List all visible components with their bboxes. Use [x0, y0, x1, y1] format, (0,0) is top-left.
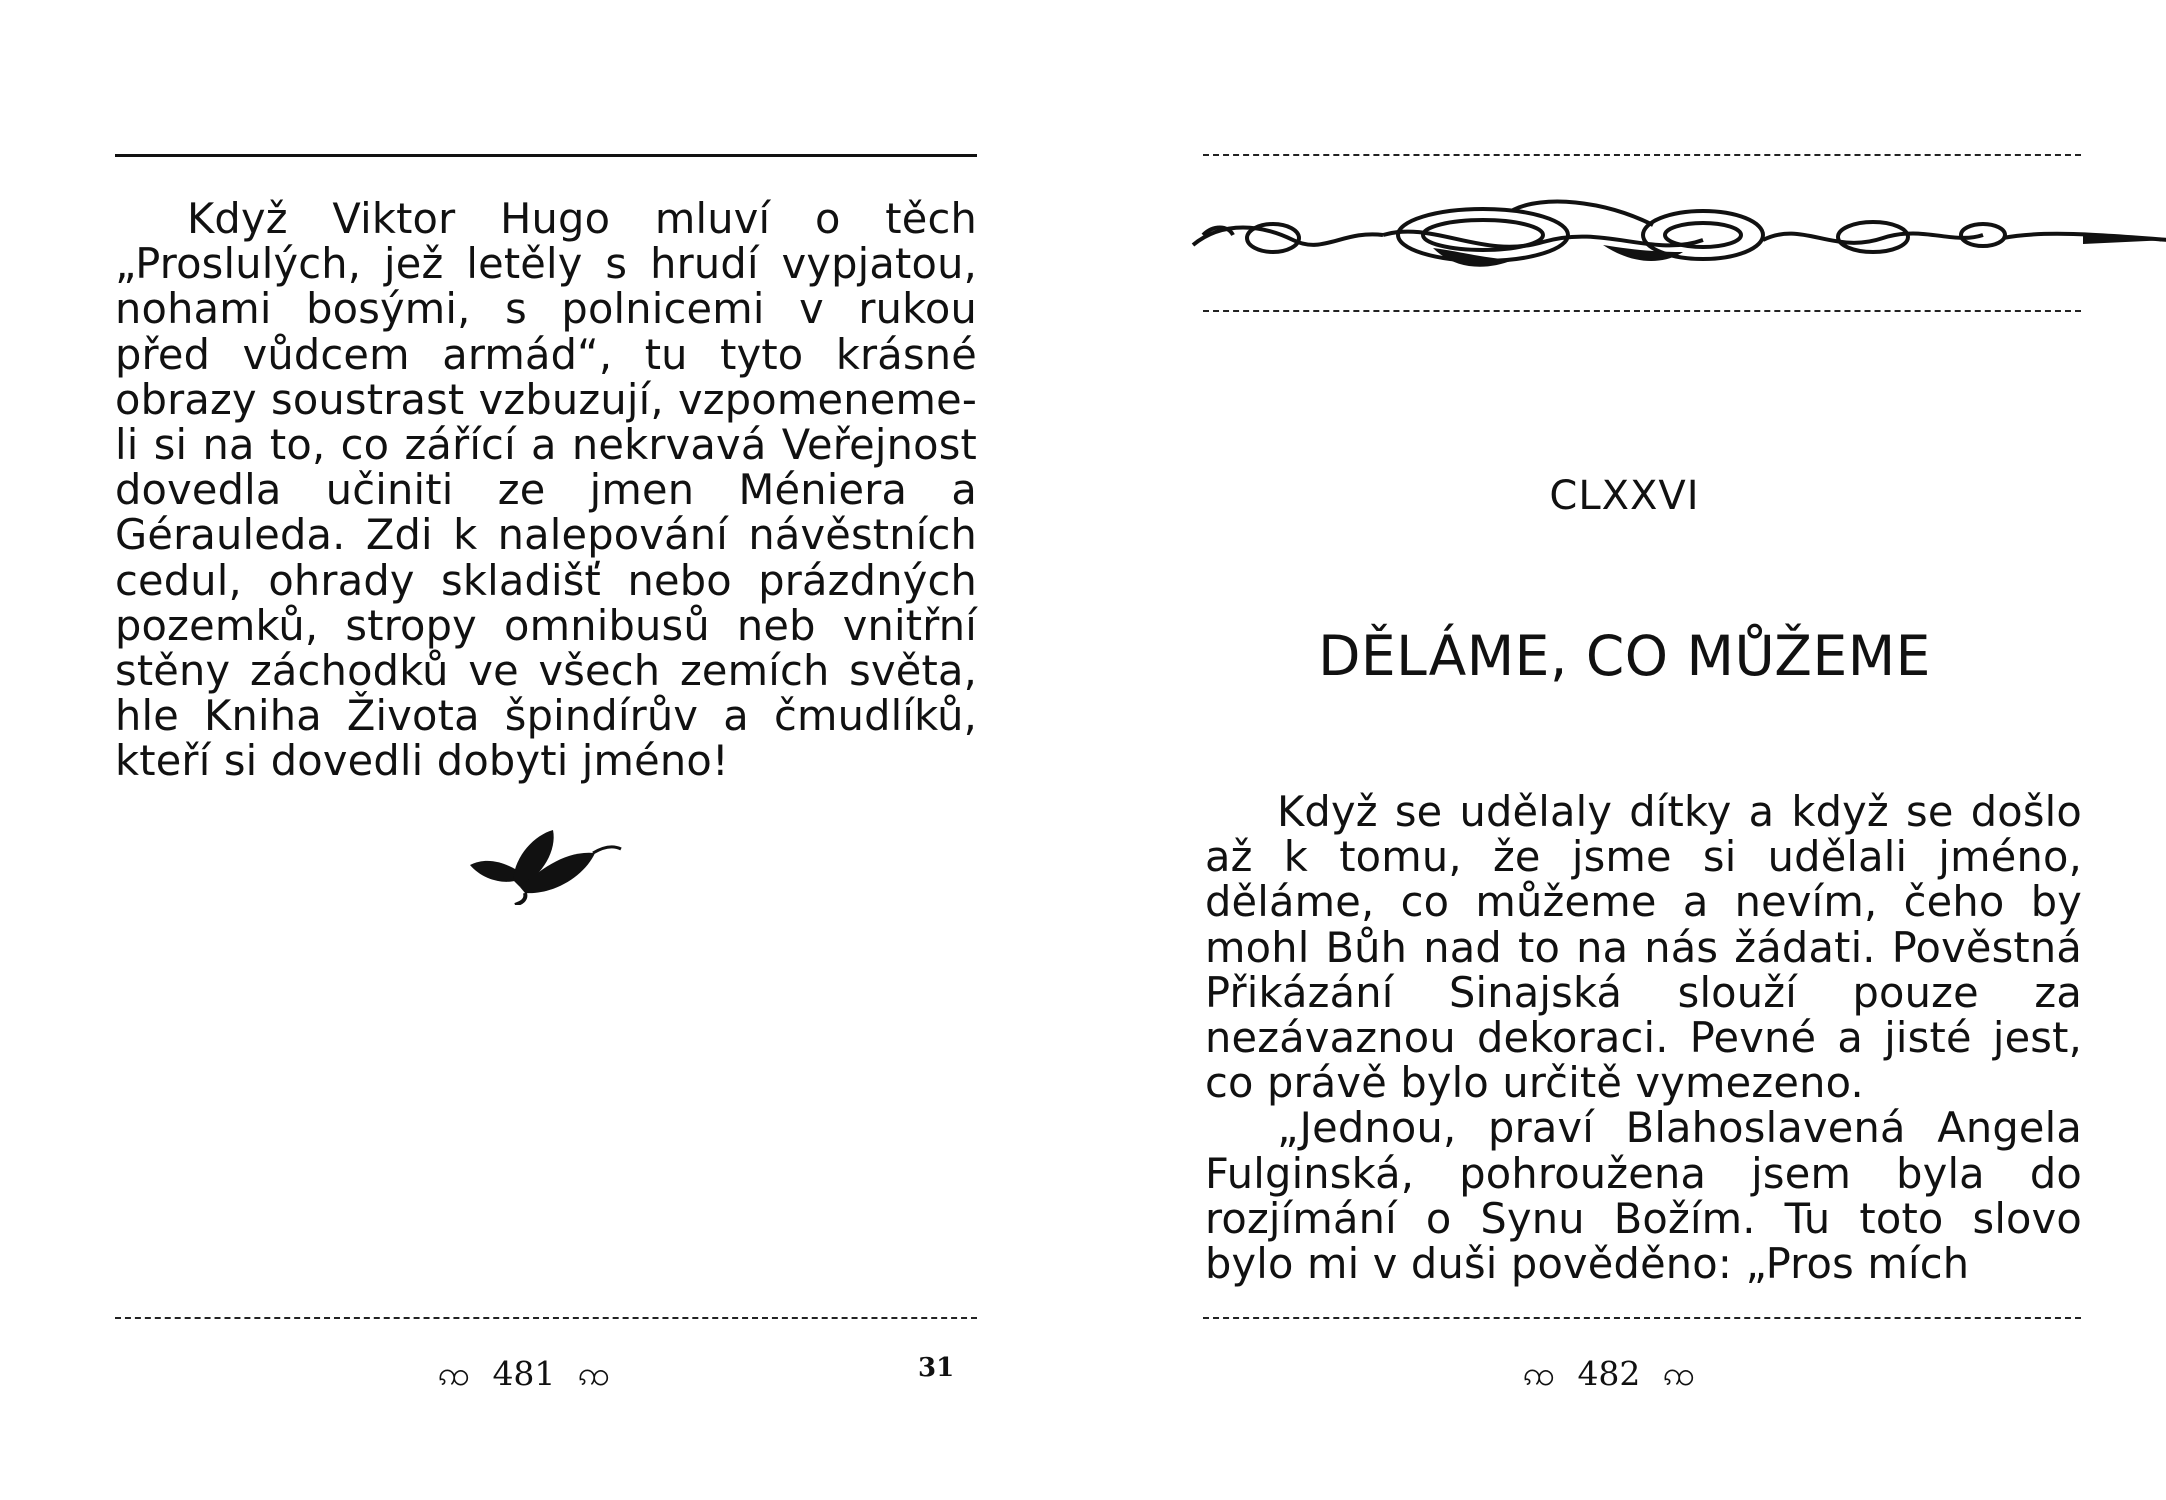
page-number-481: ꩡ 481 ꩡ: [438, 1354, 610, 1393]
chapter-number: CLXXVI: [1549, 473, 1700, 519]
paragraph: „Jednou, praví Blahoslavená Angela Fulginská, pohroužena jsem byla do rozjímání o Synu Božím. Tu toto slovo bylo mi v duši pověděno: „Pros mích: [1205, 1103, 2082, 1289]
scroll-ornament-icon: ꩡ: [1662, 1354, 1695, 1393]
ornamental-vine-header-icon: [1183, 190, 2166, 280]
top-rule: [115, 154, 977, 157]
page-number-482: ꩡ 482 ꩡ: [1523, 1354, 1695, 1393]
left-body-text: [115, 196, 977, 784]
right-body-text: [1205, 787, 2082, 1289]
bottom-rule: [1203, 1317, 2081, 1319]
paragraph: Když se udělaly dítky a když se došlo až k tomu, že jsme si udělali jméno, děláme, co můžeme a nevím, čeho by mohl Bůh nad to na nás žádati. Pověstná Přikázání Sinajská slouží pouze za nezávaznou dekoraci. Pevné a jisté jest, co právě bylo určitě vymezeno.: [1205, 787, 2082, 1108]
sheet-signature: 31: [918, 1353, 955, 1383]
right-page: [1083, 0, 2166, 1500]
top-rule: [1203, 154, 2081, 156]
chapter-title: DĚLÁME, CO MŮŽEME: [1318, 624, 1931, 688]
scroll-ornament-icon: ꩡ: [1523, 1354, 1555, 1393]
leaf-fleuron-icon: [465, 825, 625, 905]
paragraph: Když Viktor Hugo mluví o těch „Proslulých, jež letěly s hrudí vypjatou, nohami bosými, s polnicemi v rukou před vůdcem armád“, tu tyto krásné obrazy soustrast vzbuzují, vzpomeneme-li si na to, co zářící a nekrvavá Veřejnost dovedla učiniti ze jmen Méniera a Gérauleda. Zdi k nalepování návěstních cedul, ohrady skladišť nebo prázdných pozemků, stropy omnibusů neb vnitřní stěny záchodků ve všech zemích světa, hle Kniha Života špindírův a čmudlíků, kteří si dovedli dobyti jméno!: [115, 194, 977, 786]
bottom-rule: [115, 1317, 977, 1319]
scroll-ornament-icon: ꩡ: [577, 1354, 610, 1393]
ornament-underline: [1203, 310, 2081, 312]
scroll-ornament-icon: ꩡ: [438, 1354, 470, 1393]
